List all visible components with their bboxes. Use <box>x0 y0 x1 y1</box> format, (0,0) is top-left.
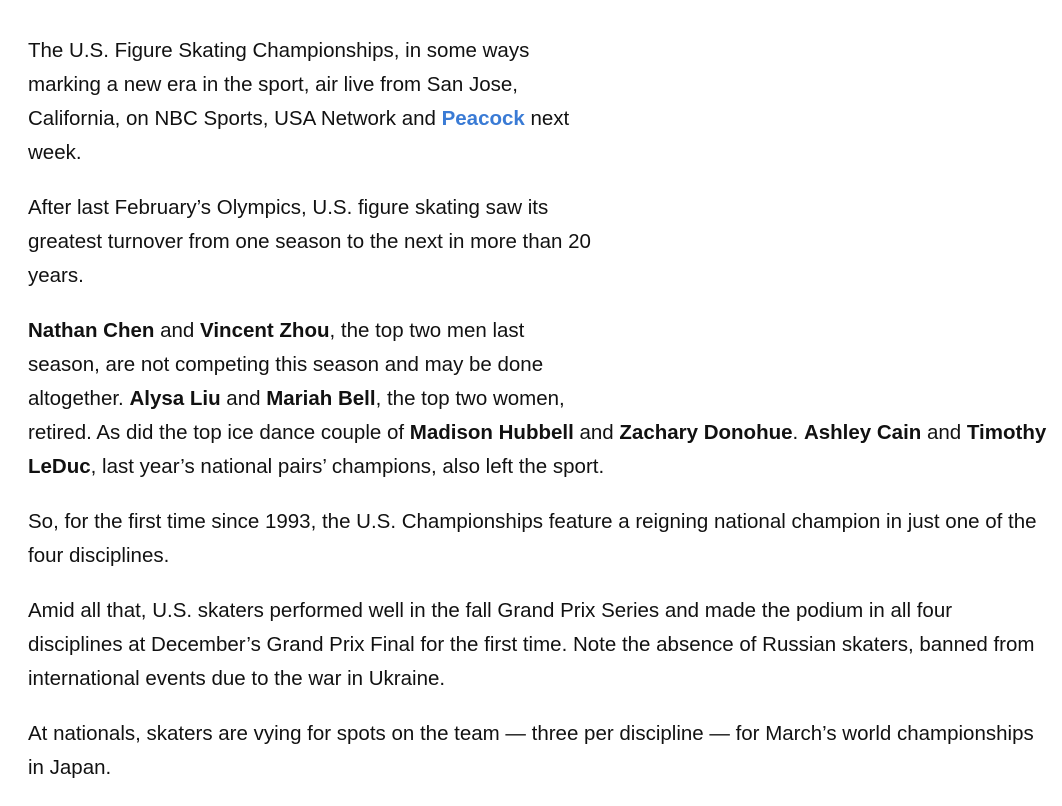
skater-name: Alysa Liu <box>129 387 221 410</box>
skater-name: Madison Hubbell <box>409 421 574 444</box>
paragraph-3-text: and <box>220 387 267 410</box>
paragraph-4: So, for the first time since 1993, the U.S. Championships feature a reigning national champion in just one of the four disciplines. <box>28 510 1037 567</box>
article-body <box>28 34 1048 806</box>
skater-name: Mariah Bell <box>266 387 376 410</box>
skater-name: Nathan Chen <box>28 319 155 342</box>
paragraph-3-text: , the top two women, retired. As did the top ice dance couple of <box>28 387 565 444</box>
skater-name: Zachary Donohue <box>619 421 793 444</box>
blank-float-area <box>618 34 1048 389</box>
paragraph-3-text: and <box>921 421 967 444</box>
paragraph-3-text: and <box>154 319 201 342</box>
paragraph-6: At nationals, skaters are vying for spots on the team — three per discipline — for March’s world championships in Japan. <box>28 722 1034 779</box>
skater-name: Vincent Zhou <box>200 319 330 342</box>
paragraph-3-text: , the top two men last season, are not competing this season and may be done altogether. <box>28 319 544 410</box>
paragraph-1-text: The U.S. Figure Skating Championships, in some ways marking a new era in the sport, air live from San Jose, California, on NBC Sports, USA Network and <box>28 39 530 130</box>
paragraph-3-text: and <box>573 421 620 444</box>
paragraph-3-text: , last year’s national pairs’ champions, also left the sport. <box>90 455 605 478</box>
peacock-link[interactable]: Peacock <box>441 107 525 130</box>
paragraph-2: After last February’s Olympics, U.S. figure skating saw its greatest turnover from one season to the next in more than 20 years. <box>28 196 591 287</box>
paragraph-1-tail: next week. <box>28 107 570 164</box>
skater-name: Ashley Cain <box>803 421 922 444</box>
paragraph-3-text: . <box>792 421 804 444</box>
paragraph-5: Amid all that, U.S. skaters performed well in the fall Grand Prix Series and made the podium in all four disciplines at December’s Grand Prix Final for the first time. Note the absence of Russian skaters, banned from international events due to the war in Ukraine. <box>28 599 1035 690</box>
skater-name: Timothy LeDuc <box>28 421 1047 478</box>
